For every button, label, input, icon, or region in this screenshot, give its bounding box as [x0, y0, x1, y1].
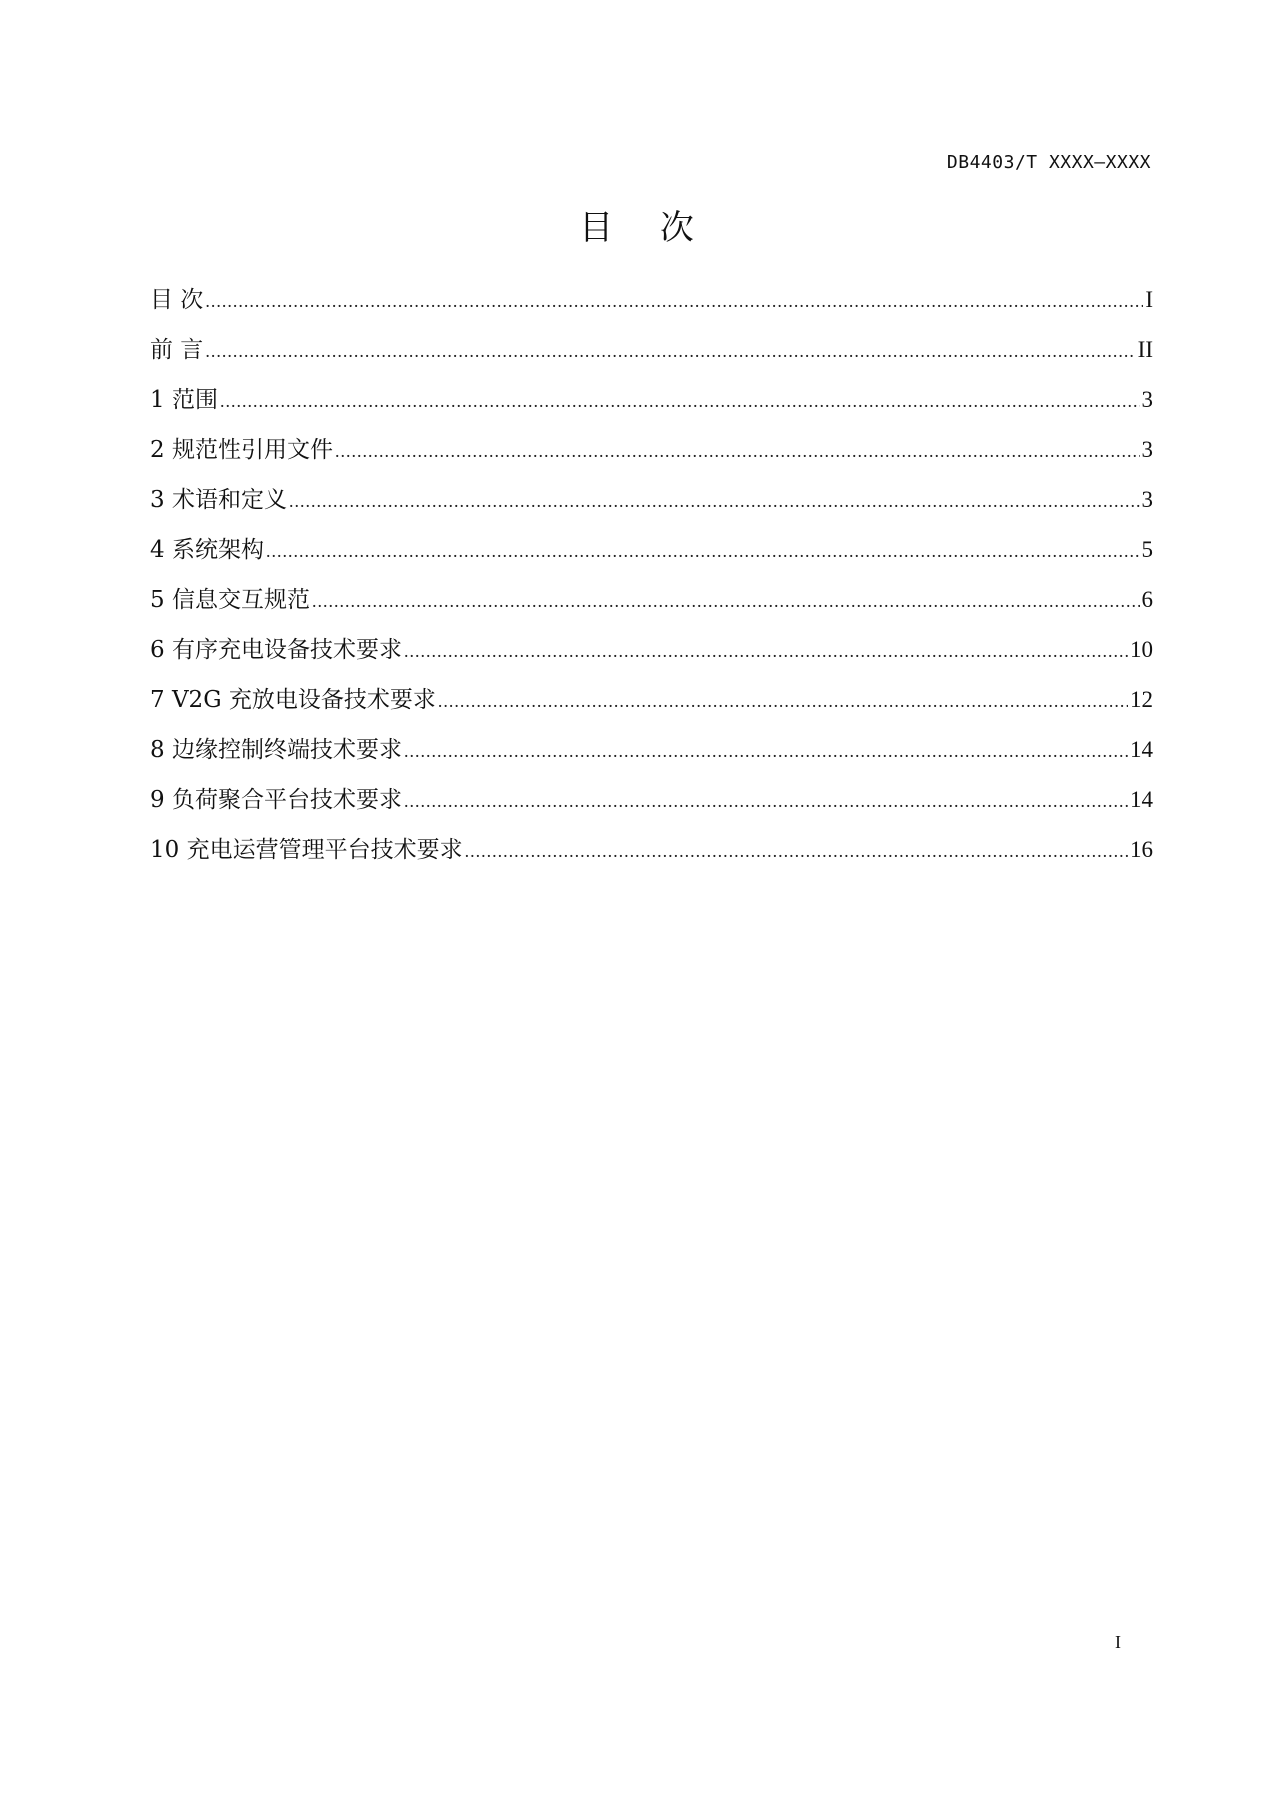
toc-entry-label: 7 V2G 充放电设备技术要求: [150, 687, 436, 713]
toc-entry-label: 2 规范性引用文件: [150, 437, 333, 463]
toc-entry[interactable]: [150, 325, 1153, 375]
document-code: DB4403/T XXXX—XXXX: [946, 152, 1151, 173]
toc-entry-page: 10: [1130, 637, 1153, 662]
toc-entry-page: 14: [1130, 737, 1153, 762]
toc-entry[interactable]: [150, 575, 1153, 625]
toc-dot-leader: [404, 726, 1128, 776]
toc-entry-page: 14: [1130, 787, 1153, 812]
toc-dot-leader: [205, 276, 1143, 326]
toc-entry-label: 目 次: [150, 287, 204, 313]
toc-entry[interactable]: [150, 275, 1153, 325]
toc-entry-label: 6 有序充电设备技术要求: [150, 637, 402, 663]
toc-entry-label: 3 术语和定义: [150, 487, 287, 513]
toc-dot-leader: [266, 526, 1140, 576]
toc-entry-label: 9 负荷聚合平台技术要求: [150, 787, 402, 813]
toc-entry[interactable]: [150, 825, 1153, 875]
toc-entry[interactable]: [150, 625, 1153, 675]
toc-entry[interactable]: [150, 525, 1153, 575]
toc-entry-label: 8 边缘控制终端技术要求: [150, 737, 402, 763]
toc-dot-leader: [312, 576, 1140, 626]
toc-entry[interactable]: [150, 725, 1153, 775]
toc-entry-page: 6: [1141, 587, 1153, 612]
toc-dot-leader: [205, 326, 1135, 376]
toc-entry-page: 3: [1141, 437, 1153, 462]
toc-entry[interactable]: [150, 375, 1153, 425]
toc-entry[interactable]: [150, 425, 1153, 475]
toc-entry-page: 5: [1141, 537, 1153, 562]
toc-entry-page: 3: [1141, 487, 1153, 512]
toc-dot-leader: [465, 826, 1128, 876]
toc-dot-leader: [404, 776, 1128, 826]
toc-entry-page: II: [1137, 337, 1153, 362]
page-number: I: [1115, 1632, 1121, 1652]
toc-entry[interactable]: [150, 775, 1153, 825]
toc-entry-page: I: [1145, 287, 1153, 312]
toc-entry-label: 5 信息交互规范: [150, 587, 310, 613]
page-title: 目 次: [579, 208, 712, 248]
toc-entry-page: 3: [1141, 387, 1153, 412]
toc-dot-leader: [404, 626, 1128, 676]
toc-dot-leader: [220, 376, 1140, 426]
toc-entry-page: 16: [1130, 837, 1153, 862]
table-of-contents: [150, 275, 1153, 875]
toc-dot-leader: [438, 676, 1128, 726]
toc-entry[interactable]: [150, 675, 1153, 725]
toc-entry-label: 4 系统架构: [150, 537, 264, 563]
toc-dot-leader: [335, 426, 1140, 476]
toc-entry-page: 12: [1130, 687, 1153, 712]
toc-entry[interactable]: [150, 475, 1153, 525]
toc-entry-label: 10 充电运营管理平台技术要求: [150, 837, 463, 863]
toc-entry-label: 前 言: [150, 337, 204, 363]
toc-dot-leader: [289, 476, 1140, 526]
toc-entry-label: 1 范围: [150, 387, 218, 413]
